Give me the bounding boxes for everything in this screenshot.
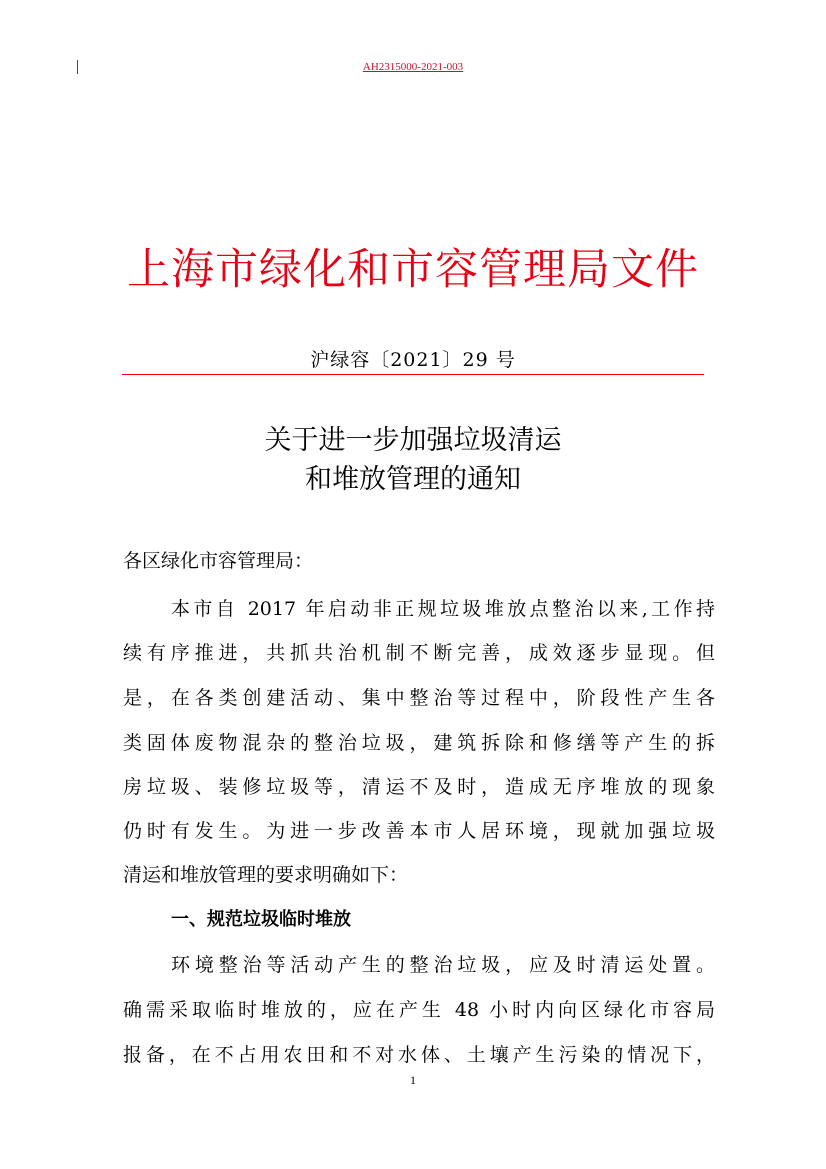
- paragraph-line: 确需采取临时堆放的，应在产生 48 小时内向区绿化市容局: [123, 999, 715, 1021]
- section-1-heading: 一、规范垃圾临时堆放: [171, 909, 351, 930]
- agency-masthead: 上海市绿化和市容管理局文件: [127, 245, 699, 295]
- paragraph-line: 是，在各类创建活动、集中整治等过程中，阶段性产生各: [123, 687, 715, 709]
- document-title-line-2: 和堆放管理的通知: [305, 464, 521, 495]
- paragraph-line: 仍时有发生。为进一步改善本市人居环境，现就加强垃圾: [123, 820, 715, 842]
- paragraph-line: 续有序推进，共抓共治机制不断完善，成效逐步显现。但: [123, 642, 715, 664]
- paragraph-line: 类固体废物混杂的整治垃圾，建筑拆除和修缮等产生的拆: [123, 732, 715, 754]
- document-code: AH2315000-2021-003: [362, 61, 464, 73]
- masthead-rule: [122, 374, 704, 375]
- paragraph-line: 房垃圾、装修垃圾等，清运不及时，造成无序堆放的现象: [123, 776, 715, 798]
- document-number: 沪绿容〔2021〕29 号: [310, 349, 516, 371]
- paragraph-line: 本市自 2017 年启动非正规垃圾堆放点整治以来,工作持: [171, 598, 715, 620]
- paragraph-line: 清运和堆放管理的要求明确如下：: [123, 864, 409, 886]
- page-number: 1: [410, 1073, 416, 1087]
- document-title-line-1: 关于进一步加强垃圾清运: [264, 425, 562, 456]
- paragraph-line: 报备，在不占用农田和不对水体、土壤产生污染的情况下，: [123, 1044, 715, 1066]
- paragraph-line: 环境整治等活动产生的整治垃圾，应及时清运处置。: [171, 954, 715, 976]
- addressee-text: 各区绿化市容管理局：: [123, 550, 314, 572]
